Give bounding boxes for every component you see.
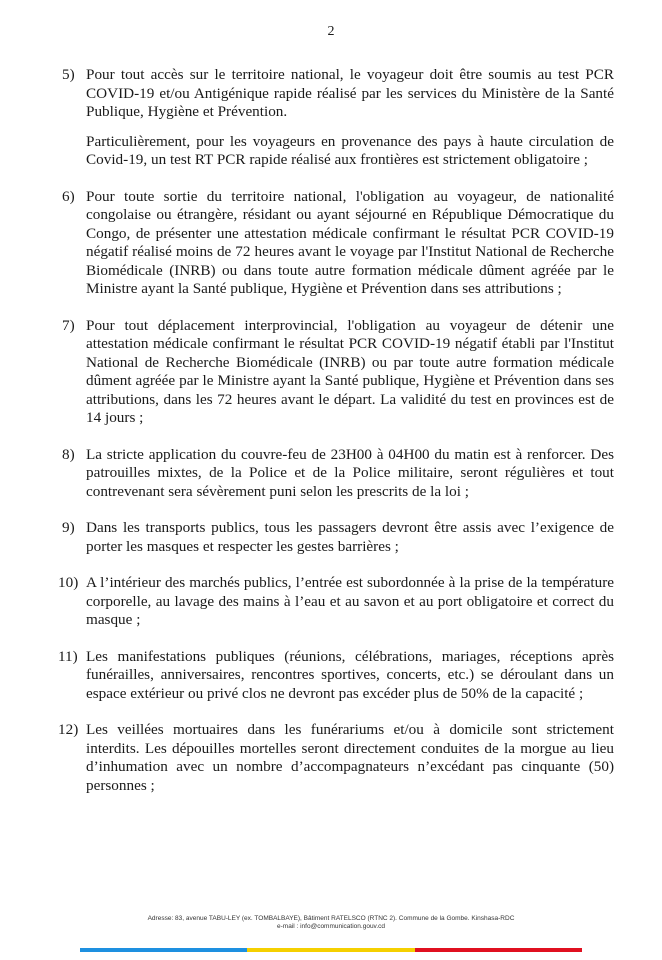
item-text: Dans les transports publics, tous les passagers devront être assis avec l’exigence de porter les masques et respecter les gestes barrières ; — [86, 519, 614, 555]
item-number: 7) — [62, 316, 75, 334]
list-item-7 — [62, 317, 614, 428]
item-sub-paragraph: Particulièrement, pour les voyageurs en provenance des pays à haute circulation de Covid-19, un test RT PCR rapide réalisé aux frontières est strictement obligatoire ; — [86, 132, 614, 168]
item-text: A l’intérieur des marchés publics, l’entrée est subordonnée à la prise de la température corporelle, au lavage des mains à l’eau et au savon et au port obligatoire et correct du masque ; — [86, 574, 614, 628]
document-body — [58, 66, 614, 795]
item-text: Les manifestations publiques (réunions, célébrations, mariages, réceptions après funérailles, anniversaires, rencontres sportives, concerts, etc.) se déroulant dans un espace extérieur ou privé clos ne devront pas excéder plus de 50% de la capacité ; — [86, 647, 614, 702]
list-item-8 — [62, 446, 614, 502]
footer-email: e-mail : info@communication.gouv.cd — [277, 923, 385, 930]
item-number: 8) — [62, 445, 75, 463]
item-number: 9) — [62, 519, 75, 536]
item-number: 6) — [62, 187, 75, 205]
flag-bar-red-segment — [415, 948, 582, 952]
page-number: 2 — [327, 24, 335, 39]
item-text: Pour tout déplacement interprovincial, l'obligation au voyageur de détenir une attestation médicale confirmant le résultat PCR COVID-19 négatif établi par l'Institut National de Recherche Biomédicale (INRB) ou par toute autre formation médicale dûment agréée par le Ministre ayant la Santé publique, Hygiène et Prévention dans ses attributions, dans les 72 heures avant le départ. La validité du test en provinces est de 14 jours ; — [86, 316, 614, 426]
item-number: 11) — [58, 647, 78, 665]
item-text: La stricte application du couvre-feu de 23H00 à 04H00 du matin est à renforcer. Des patrouilles mixtes, de la Police et de la Police militaire, seront régulières et tout contrevenant sera sévèrement puni selon les prescrits de la loi ; — [86, 445, 614, 500]
item-number: 5) — [62, 66, 75, 83]
flag-bar-yellow-segment — [247, 948, 414, 952]
item-text: Pour toute sortie du territoire national, l'obligation au voyageur, de nationalité congolaise ou étrangère, résidant ou ayant séjourné en République Démocratique du Congo, de présenter une attestation médicale confirmant le résultat PCR COVID-19 négatif réalisé moins de 72 heures avant le voyage par l'Institut National de Recherche Biomédicale (INRB) ou dans toute autre formation médicale dûment agréée par le Ministre ayant la Santé publique, Hygiène et Prévention dans ses attributions ; — [86, 187, 614, 297]
list-item-12 — [58, 721, 614, 795]
item-text: Pour tout accès sur le territoire national, le voyageur doit être soumis au test PCR COVID-19 et/ou Antigénique rapide réalisé par les services du Ministère de la Santé Publique, Hygiène et Prévention. — [86, 66, 614, 120]
item-number: 12) — [58, 721, 79, 738]
page-footer — [0, 915, 662, 931]
flag-bar-blue-segment — [80, 948, 247, 952]
item-text: Les veillées mortuaires dans les funérariums et/ou à domicile sont strictement interdits. Les dépouilles mortelles seront directement conduites de la morgue au lieu d’inhumation avec un nombre d’accompagnateurs n’excédant pas cinquante (50) personnes ; — [86, 721, 614, 794]
list-item-10 — [58, 574, 614, 630]
list-item-6 — [62, 188, 614, 299]
list-item-9 — [62, 519, 614, 556]
item-number: 10) — [58, 574, 79, 591]
list-item-11 — [58, 647, 614, 704]
list-item-5 — [62, 66, 614, 122]
footer-address: Adresse: 83, avenue TABU-LEY (ex. TOMBALBAYE), Bâtiment RATELSCO (RTNC 2). Commune de la Gombe. Kinshasa-RDC — [147, 915, 515, 922]
flag-color-bar — [80, 948, 582, 952]
